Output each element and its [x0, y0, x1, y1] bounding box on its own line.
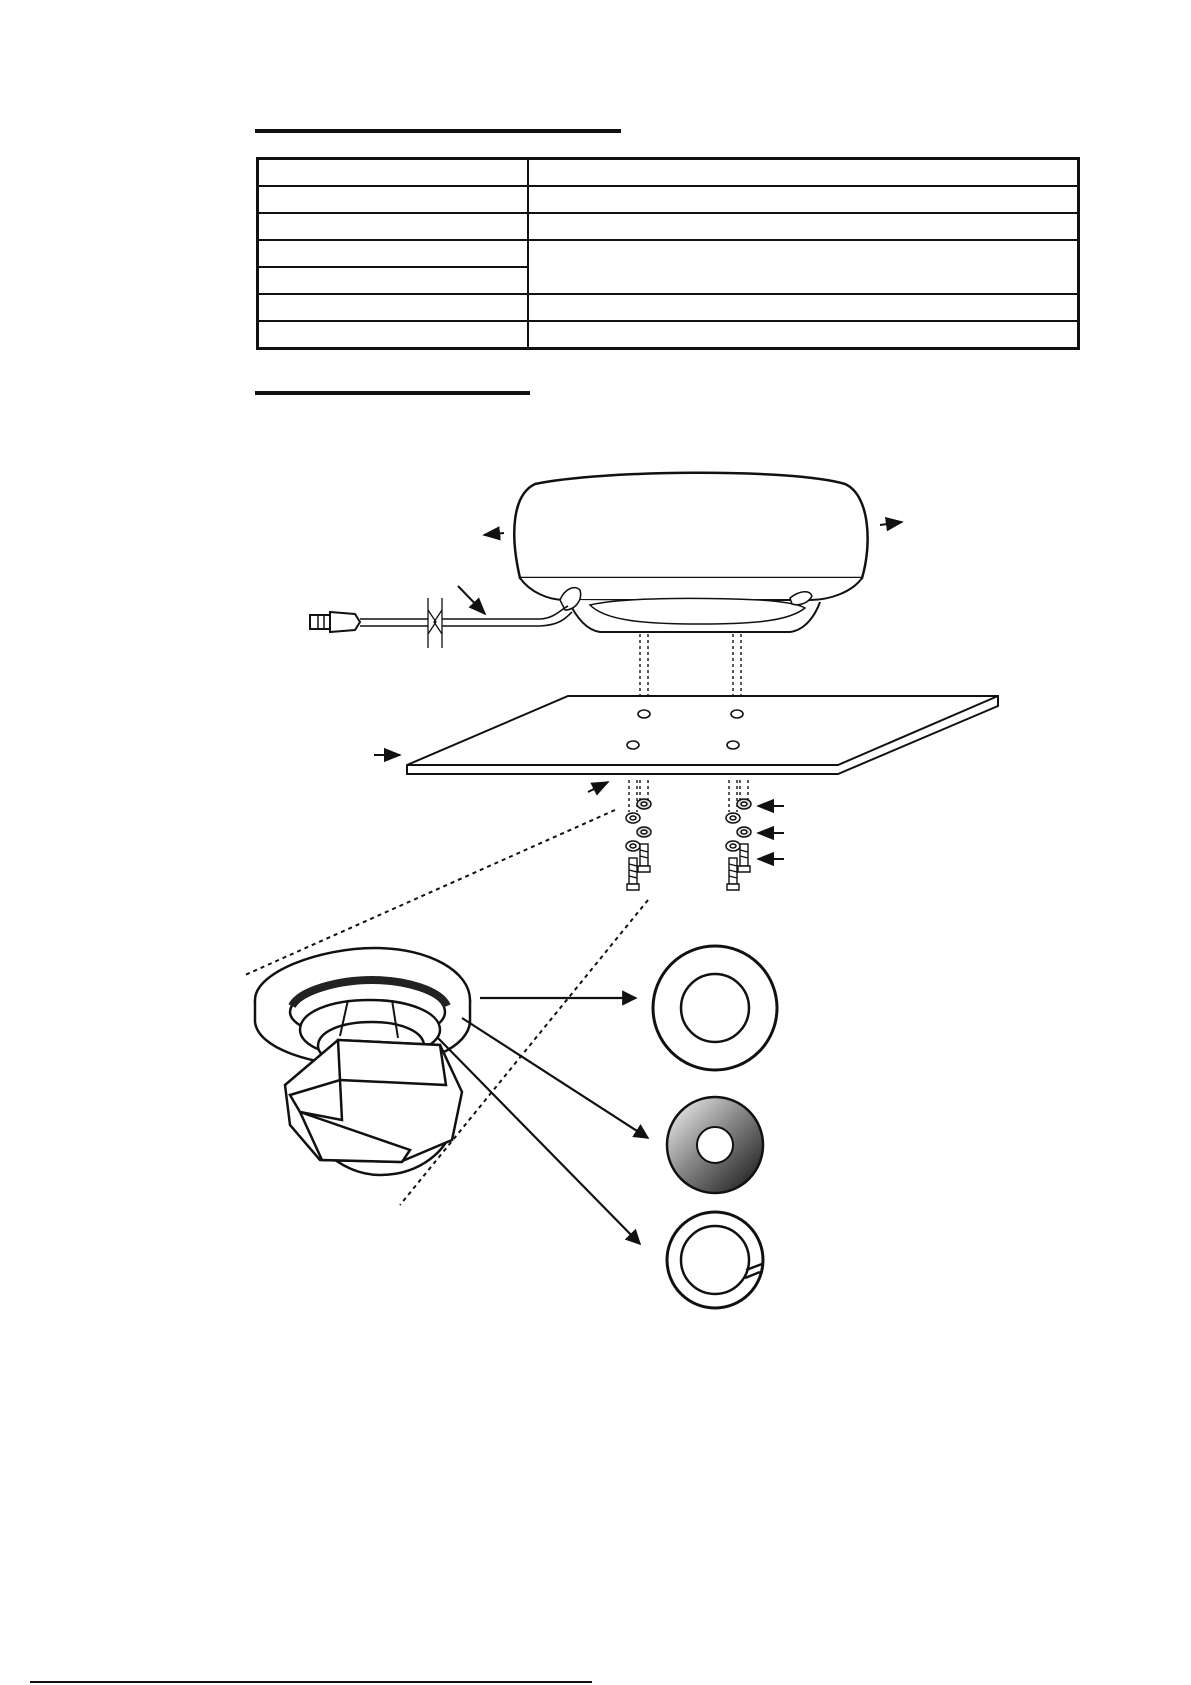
callout-arrow [880, 522, 902, 525]
washer-icon [653, 946, 777, 1070]
callout-arrow [588, 782, 608, 792]
cable-connector-icon [310, 598, 572, 648]
callout-arrow [458, 586, 485, 614]
washer-icon [626, 799, 751, 851]
callout-arrow [484, 533, 504, 535]
callout-arrow [462, 1018, 648, 1138]
spring-washer-icon [667, 1212, 763, 1308]
page-bottom-rule [30, 1681, 592, 1683]
bolt-assembly-detail-icon [255, 948, 470, 1175]
radar-dome-icon [514, 473, 867, 632]
mounting-platform-icon [407, 696, 998, 774]
flat-washer-icon [667, 1097, 763, 1193]
